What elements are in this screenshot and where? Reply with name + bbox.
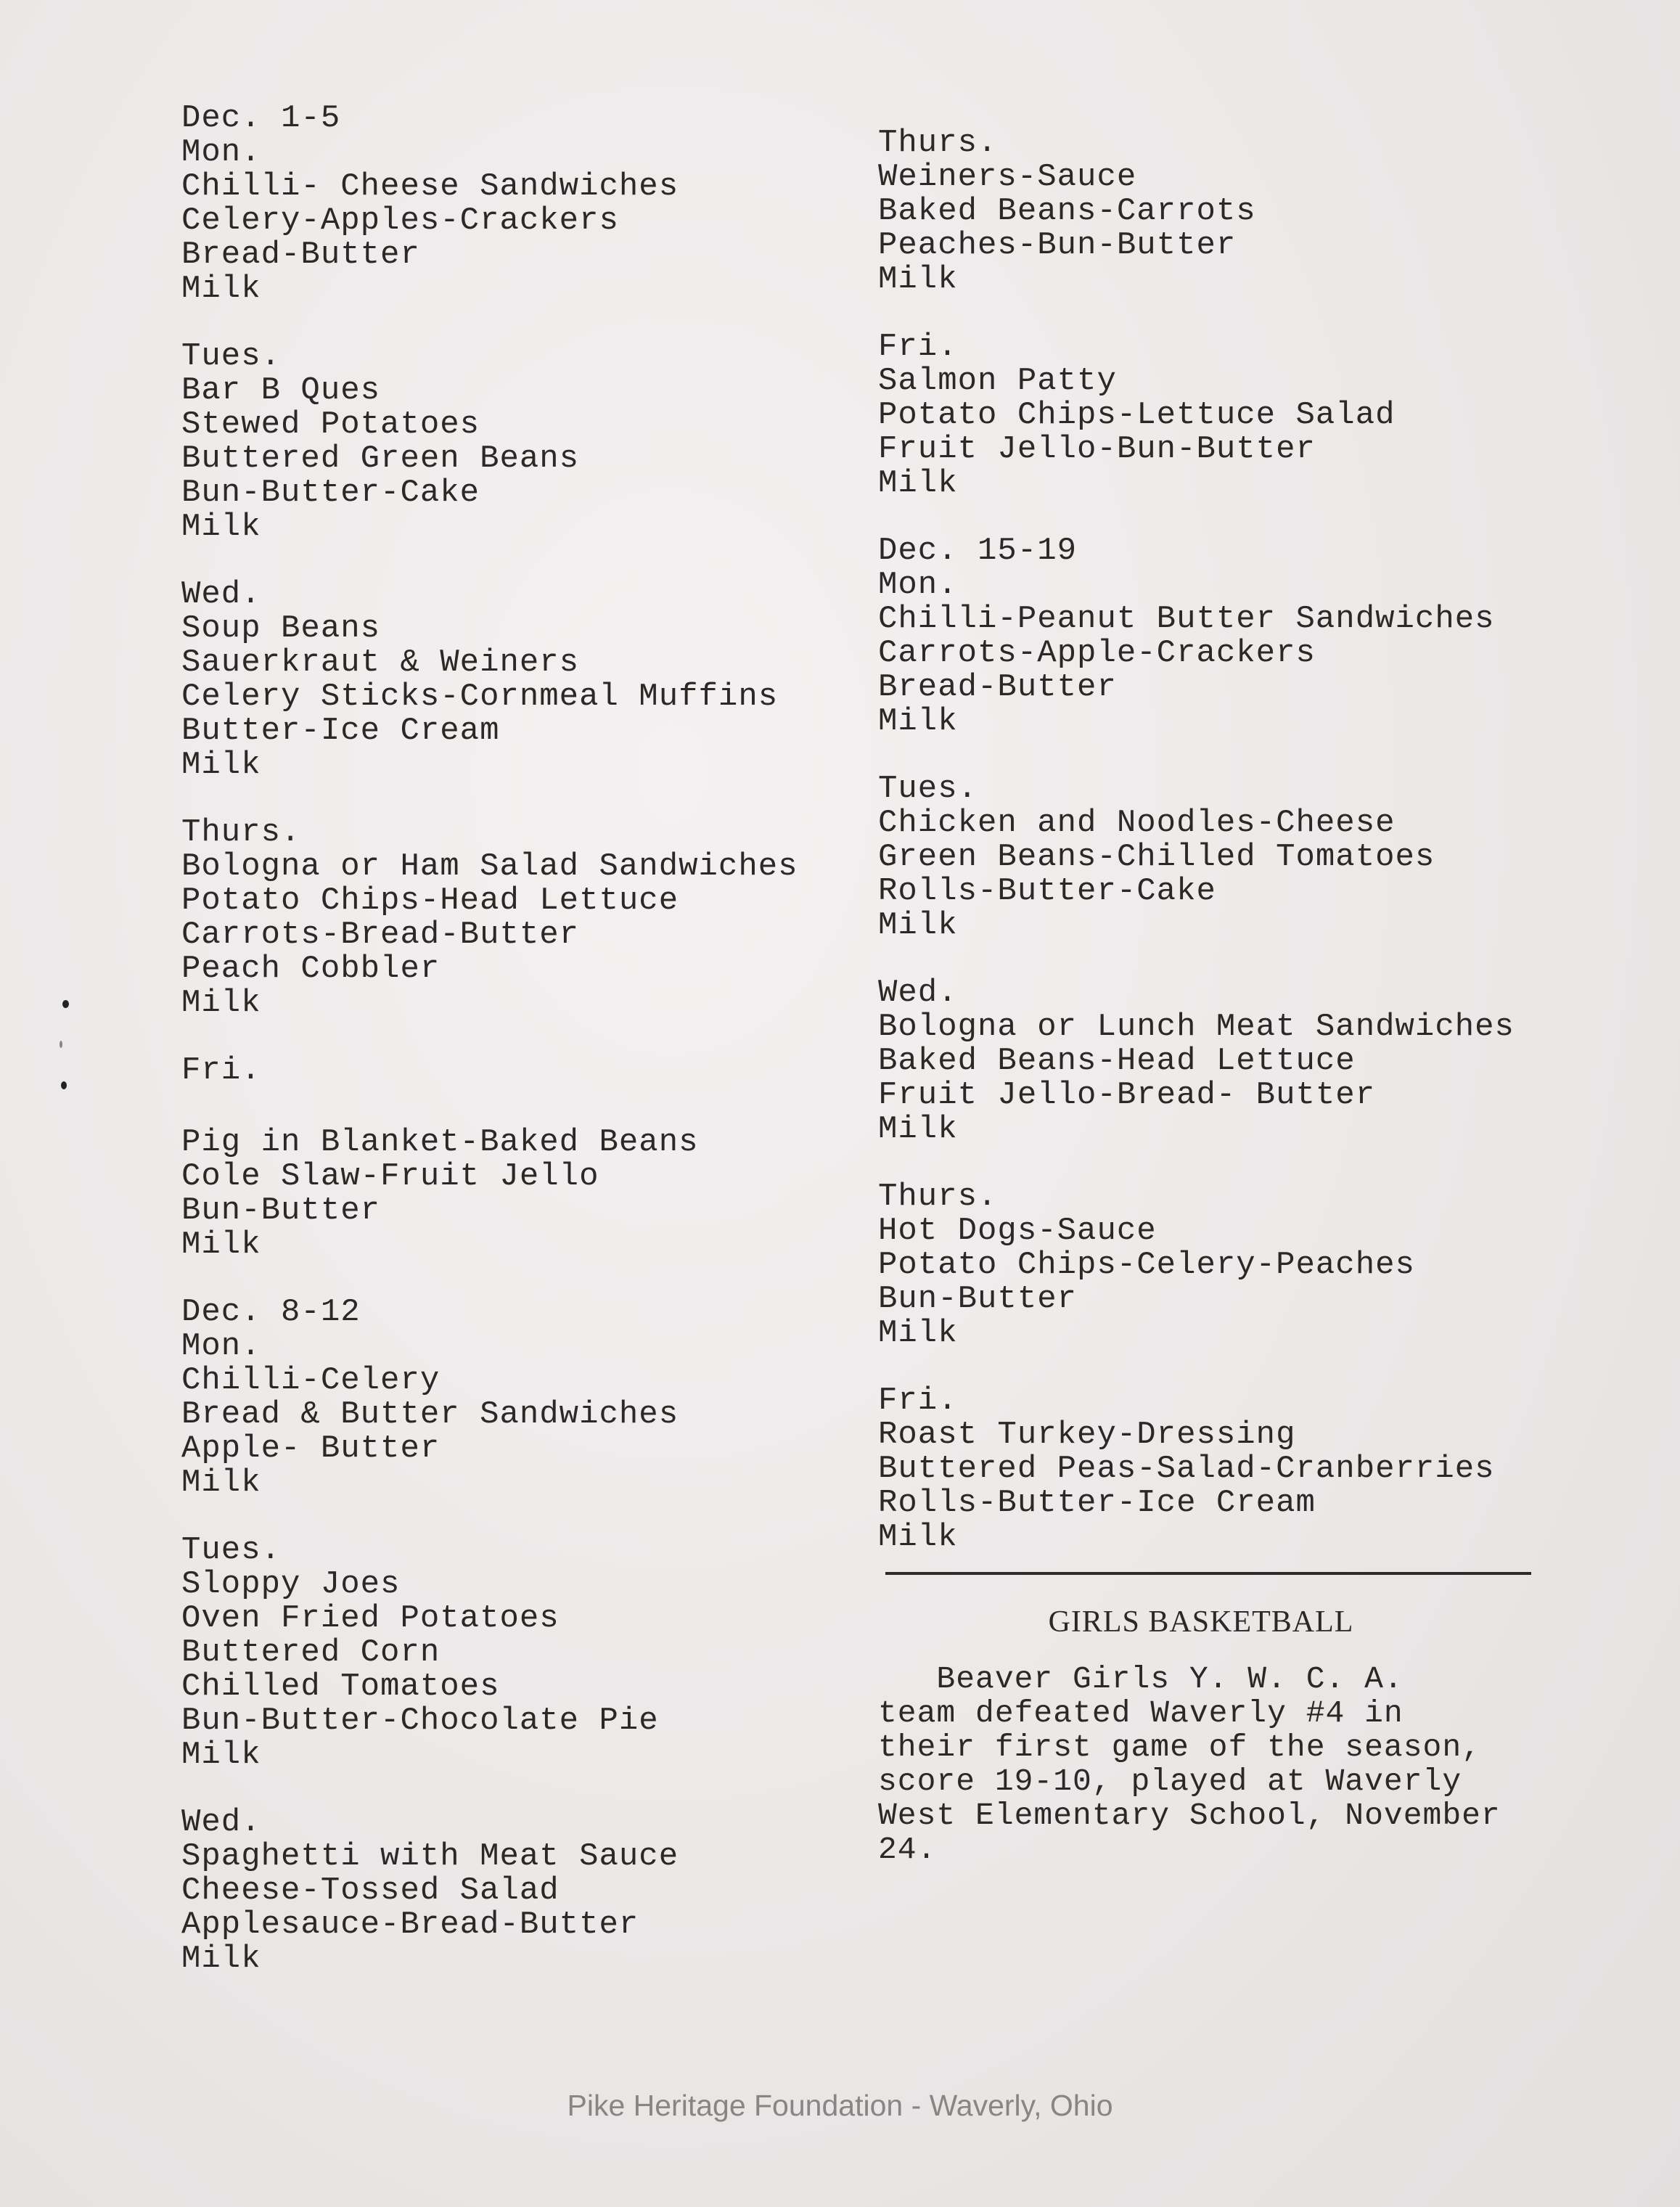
menu-item: Cole Slaw-Fruit Jello [181, 1158, 599, 1195]
menu-item: Soup Beans [181, 610, 381, 647]
menu-item: Milk [878, 261, 958, 298]
menu-item: Bread-Butter [181, 237, 420, 273]
menu-item: Pig in Blanket-Baked Beans [181, 1124, 699, 1160]
day-heading: Tues. [181, 338, 282, 374]
day-heading: Fri. [878, 1383, 958, 1419]
menu-item: Cheese-Tossed Salad [181, 1872, 560, 1909]
menu-item: Sloppy Joes [181, 1566, 401, 1602]
menu-item: Potato Chips-Head Lettuce [181, 883, 679, 919]
menu-item: Milk [878, 1519, 958, 1555]
day-heading: Wed. [181, 576, 261, 613]
menu-item: Bologna or Lunch Meat Sandwiches [878, 1009, 1515, 1045]
menu-item: Rolls-Butter-Ice Cream [878, 1485, 1316, 1521]
news-line: team defeated Waverly #4 in [878, 1695, 1404, 1731]
menu-item: Baked Beans-Carrots [878, 193, 1256, 229]
day-heading: Thurs. [181, 814, 301, 851]
menu-item: Apple- Butter [181, 1430, 441, 1467]
day-heading: Thurs. [878, 1179, 998, 1215]
menu-item: Oven Fried Potatoes [181, 1600, 560, 1637]
right-menu-column [878, 126, 1604, 1867]
menu-item: Buttered Corn [181, 1634, 441, 1671]
menu-item: Green Beans-Chilled Tomatoes [878, 839, 1435, 875]
menu-day-block [181, 578, 907, 782]
menu-item: Bun-Butter-Chocolate Pie [181, 1703, 659, 1739]
menu-item: Buttered Green Beans [181, 441, 580, 477]
news-line: Beaver Girls Y. W. C. A. [878, 1661, 1404, 1697]
menu-item: Rolls-Butter-Cake [878, 873, 1216, 909]
left-menu-column [181, 102, 907, 2010]
day-heading: Fri. [878, 329, 958, 365]
menu-item: Celery-Apples-Crackers [181, 202, 619, 239]
footer-credit: Pike Heritage Foundation - Waverly, Ohio [567, 2089, 1113, 2122]
menu-item: Bologna or Ham Salad Sandwiches [181, 848, 798, 885]
day-heading: Tues. [878, 771, 978, 807]
news-article [878, 1662, 1604, 1867]
menu-item: Carrots-Bread-Butter [181, 917, 580, 953]
menu-item: Peach Cobbler [181, 951, 441, 987]
menu-item: Bar B Ques [181, 372, 381, 409]
menu-day-block [181, 1806, 907, 1976]
menu-item: Spaghetti with Meat Sauce [181, 1838, 679, 1875]
menu-day-block [181, 1534, 907, 1772]
day-heading: Tues. [181, 1532, 282, 1568]
news-title: GIRLS BASKETBALL [1048, 1605, 1354, 1639]
menu-item: Fruit Jello-Bun-Butter [878, 431, 1316, 467]
week-heading: Dec. 8-12 [181, 1294, 361, 1330]
menu-item: Butter-Ice Cream [181, 713, 500, 749]
section-divider [885, 1572, 1531, 1575]
menu-item: Fruit Jello-Bread- Butter [878, 1077, 1376, 1113]
menu-item: Milk [878, 1111, 958, 1147]
menu-item: Weiners-Sauce [878, 159, 1137, 195]
menu-item: Milk [181, 1737, 261, 1773]
day-heading: Mon. [181, 134, 261, 171]
menu-day-block [181, 1054, 907, 1262]
week-heading: Dec. 15-19 [878, 533, 1078, 569]
menu-item: Chilli-Celery [181, 1362, 441, 1399]
menu-item: Chicken and Noodles-Cheese [878, 805, 1396, 841]
menu-item: Applesauce-Bread-Butter [181, 1907, 639, 1943]
margin-speck [61, 1081, 67, 1089]
menu-item: Milk [878, 465, 958, 501]
menu-item: Bun-Butter [878, 1281, 1078, 1317]
menu-day-block [878, 126, 1604, 297]
day-heading: Mon. [878, 567, 958, 603]
menu-day-block [181, 102, 907, 306]
news-line: score 19-10, played at Waverly [878, 1764, 1462, 1799]
menu-item: Milk [878, 907, 958, 943]
week-heading: Dec. 1-5 [181, 100, 341, 136]
menu-item: Milk [181, 271, 261, 307]
day-heading: Fri. [181, 1052, 261, 1089]
news-line: their first game of the season, [878, 1729, 1481, 1765]
menu-item: Baked Beans-Head Lettuce [878, 1043, 1356, 1079]
menu-item: Buttered Peas-Salad-Cranberries [878, 1451, 1495, 1487]
day-heading: Mon. [181, 1328, 261, 1364]
news-line: West Elementary School, November [878, 1798, 1501, 1833]
menu-item: Bun-Butter-Cake [181, 475, 480, 511]
menu-item: Stewed Potatoes [181, 406, 480, 443]
menu-item: Milk [181, 509, 261, 545]
menu-day-block [878, 976, 1604, 1147]
menu-item: Milk [181, 747, 261, 783]
margin-speck [62, 1000, 69, 1008]
menu-item: Salmon Patty [878, 363, 1117, 399]
menu-day-block [878, 772, 1604, 943]
menu-item: Chilli- Cheese Sandwiches [181, 168, 679, 205]
margin-speck [60, 1041, 62, 1048]
menu-item: Hot Dogs-Sauce [878, 1213, 1157, 1249]
menu-item: Potato Chips-Lettuce Salad [878, 397, 1396, 433]
menu-item: Bread & Butter Sandwiches [181, 1396, 679, 1433]
menu-item: Sauerkraut & Weiners [181, 644, 580, 681]
menu-item: Celery Sticks-Cornmeal Muffins [181, 679, 779, 715]
menu-day-block [878, 1384, 1604, 1555]
menu-item: Roast Turkey-Dressing [878, 1417, 1296, 1453]
menu-day-block [878, 330, 1604, 501]
menu-item: Peaches-Bun-Butter [878, 227, 1237, 263]
menu-day-block [181, 1295, 907, 1500]
menu-item: Potato Chips-Celery-Peaches [878, 1247, 1415, 1283]
day-heading: Wed. [181, 1804, 261, 1840]
news-line: 24. [878, 1832, 937, 1867]
menu-day-block [878, 534, 1604, 739]
day-heading: Thurs. [878, 125, 998, 161]
menu-item: Bun-Butter [181, 1192, 381, 1229]
menu-item: Carrots-Apple-Crackers [878, 635, 1316, 671]
menu-item: Milk [181, 1941, 261, 1977]
menu-day-block [181, 340, 907, 544]
blank-line [181, 1088, 907, 1126]
menu-item: Milk [181, 1465, 261, 1501]
menu-item: Milk [878, 703, 958, 740]
day-heading: Wed. [878, 975, 958, 1011]
menu-day-block [878, 1180, 1604, 1351]
menu-item: Chilli-Peanut Butter Sandwiches [878, 601, 1495, 637]
menu-item: Chilled Tomatoes [181, 1668, 500, 1705]
menu-day-block [181, 816, 907, 1020]
menu-item: Milk [181, 985, 261, 1021]
menu-item: Bread-Butter [878, 669, 1117, 705]
menu-item: Milk [181, 1227, 261, 1263]
menu-item: Milk [878, 1315, 958, 1351]
